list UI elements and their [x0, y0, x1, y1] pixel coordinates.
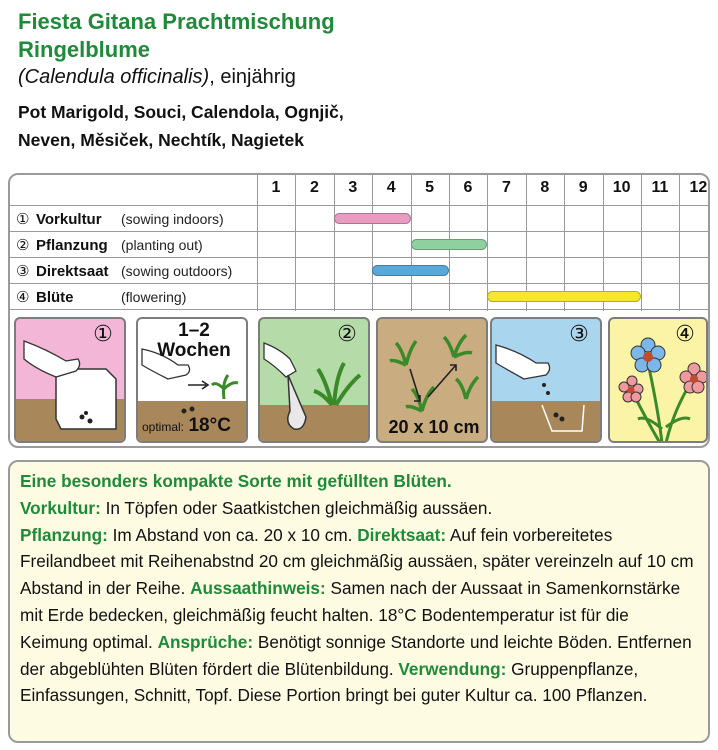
tile-spacing: [376, 317, 488, 443]
calendar-row: [16, 232, 203, 258]
latin-name-line: [18, 64, 708, 90]
row-label: Pflanzung: [36, 236, 108, 254]
month-header: 10: [612, 179, 631, 196]
vorkultur-text: In Töpfen oder Saatkistchen gleichmäßig aussäen.: [100, 497, 493, 518]
month-header: 7: [501, 179, 511, 196]
aussaathinweis-label: Aussaathinweis:: [190, 578, 326, 599]
weeks-range: 1–2: [178, 320, 210, 341]
tile-number-4: ④: [675, 321, 695, 346]
tile-sowing-indoors: [14, 317, 126, 443]
tile-germination: [136, 317, 248, 443]
month-header: 11: [651, 179, 669, 196]
row-label: Direktsaat: [36, 262, 109, 280]
latin-name: (Calendula officinalis): [18, 66, 210, 88]
month-header: 3: [348, 179, 358, 196]
temperature-value: 18°C: [188, 415, 231, 436]
row-translation: (sowing indoors): [121, 211, 224, 227]
period-bar: [372, 265, 449, 276]
row-label: Vorkultur: [36, 210, 102, 228]
annual-label: , einjährig: [209, 66, 296, 88]
verwendung-text: Gruppenpflanze, Einfassungen, Schnitt, Topf. Diese Portion bringt bei guter Kultur ca. 100 Pflanzen.: [20, 658, 648, 706]
common-names: [18, 98, 708, 154]
row-label: Blüte: [36, 288, 74, 306]
calendar-row: [16, 258, 232, 284]
tile-number-2: ②: [337, 321, 357, 346]
tile-direct-sowing: [490, 317, 602, 443]
calendar-row: [16, 284, 186, 310]
month-header: 1: [271, 179, 281, 196]
row-number: ④: [16, 289, 30, 306]
pflanzung-text: Im Abstand von ca. 20 x 10 cm.: [107, 524, 358, 545]
month-header: 4: [386, 179, 396, 196]
verwendung-label: Verwendung:: [398, 658, 507, 679]
month-header: 6: [463, 179, 473, 196]
description-box: [8, 460, 710, 743]
variety-title: Fiesta Gitana Prachtmischung: [18, 9, 335, 34]
optimal-label: optimal:: [142, 420, 185, 434]
tile-planting-out: [258, 317, 370, 443]
plant-spacing: 20 x 10 cm: [388, 417, 480, 437]
row-number: ②: [16, 237, 30, 254]
row-number: ①: [16, 211, 30, 228]
period-bar: [487, 291, 641, 302]
month-header: 5: [425, 179, 435, 196]
month-header: 9: [578, 179, 588, 196]
tile-flowering: [608, 317, 708, 443]
period-bar: [334, 213, 411, 224]
sowing-calendar: [8, 173, 710, 448]
cultivation-text: [20, 495, 698, 709]
instruction-tiles: [14, 317, 708, 445]
germination-weeks: [138, 321, 248, 361]
row-translation: (planting out): [121, 237, 203, 253]
month-header: 8: [540, 179, 550, 196]
month-header: 12: [689, 179, 708, 196]
period-bar: [411, 239, 488, 250]
vorkultur-label: Vorkultur:: [20, 497, 101, 518]
pflanzung-label: Pflanzung:: [20, 524, 108, 545]
weeks-unit: Wochen: [157, 340, 231, 361]
row-translation: (sowing outdoors): [121, 263, 233, 279]
month-header: 2: [309, 179, 319, 196]
ansprueche-label: Ansprüche:: [157, 631, 254, 652]
calendar-row: [16, 206, 224, 232]
row-number: ③: [16, 263, 30, 280]
optimal-temperature: [142, 415, 248, 437]
header: [18, 8, 708, 154]
row-translation: (flowering): [121, 289, 187, 305]
species-title: Ringelblume: [18, 37, 151, 62]
direktsaat-text: Auf fein vorbereitetes Freilandbeet mit Reihenabstnd 20 cm gleichmäßig aussäen, später vereinzeln auf 10 cm Abstand in der Reihe.: [20, 524, 694, 599]
tile-number-3: ③: [569, 321, 589, 346]
direktsaat-label: Direktsaat:: [357, 524, 447, 545]
aussaathinweis-text: Samen nach der Aussaat in Samenkornstärke mit Erde bedecken, gleichmäßig feucht halten. 18°C Bodentemperatur ist für die Keimung optimal.: [20, 578, 681, 652]
tile-number-1: ①: [93, 321, 113, 346]
common-names-line2: Neven, Měsiček, Nechtík, Nagietek: [18, 130, 304, 150]
variety-description: Eine besonders kompakte Sorte mit gefüllten Blüten.: [20, 471, 452, 491]
calendar-grid: [10, 175, 708, 311]
ansprueche-text: Benötigt sonnige Standorte und leichte Böden. Entfernen der abgeblühten Blüten fördert die Blütenbildung.: [20, 631, 692, 679]
common-names-line1: Pot Marigold, Souci, Calendola, Ognjič,: [18, 102, 344, 122]
